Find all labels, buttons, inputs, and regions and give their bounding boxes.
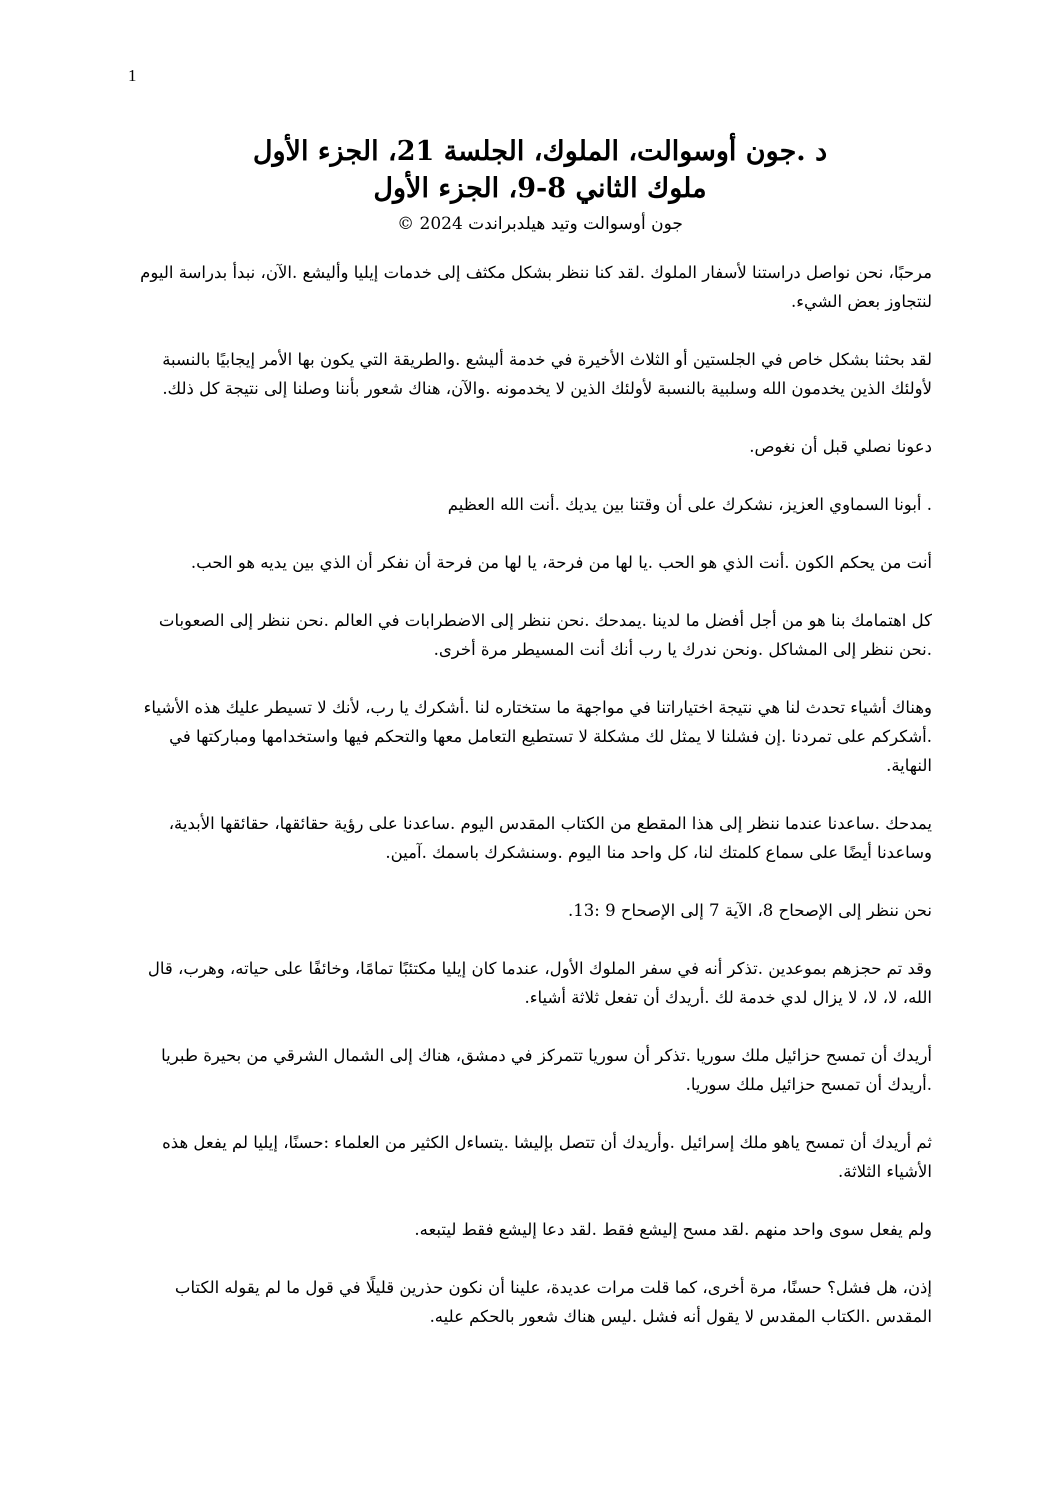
paragraph: نحن ننظر إلى الإصحاح 8، الآية 7 إلى الإصحاح 9 :13. bbox=[568, 901, 932, 920]
paragraph: أنت من يحكم الكون .أنت الذي هو الحب .يا لها من فرحة، يا لها من فرحة أن نفكر أن الذي بين يديه هو الحب. bbox=[190, 553, 932, 572]
paragraph: مرحبًا، نحن نواصل دراستنا لأسفار الملوك .لقد كنا ننظر بشكل مكثف إلى خدمات إيليا وأليشع .الآن، نبدأ بدراسة اليوم لنتجاوز بعض الشيء. bbox=[140, 263, 932, 311]
paragraph: كل اهتمامك بنا هو من أجل أفضل ما لدينا .يمدحك .نحن ننظر إلى الاضطرابات في العالم .نحن ننظر إلى الصعوبات .نحن ننظر إلى المشاكل .ونحن ندرك يا رب أنك أنت المسيطر مرة أخرى. bbox=[158, 611, 932, 659]
paragraph: لقد بحثنا بشكل خاص في الجلستين أو الثلاث الأخيرة في خدمة أليشع .والطريقة التي يكون بها الأمر إيجابيًا بالنسبة لأولئك الذين يخدمون الله وسلبية بالنسبة لأولئك الذين لا يخدمونه .والآن، هناك شعور بأننا وصلنا إلى نتيجة كل ذلك. bbox=[162, 350, 932, 398]
paragraph: ولم يفعل سوى واحد منهم .لقد مسح إليشع فقط .لقد دعا إليشع فقط ليتبعه. bbox=[414, 1220, 932, 1239]
paragraph: ثم أريدك أن تمسح ياهو ملك إسرائيل .وأريدك أن تتصل بإليشا .يتساءل الكثير من العلماء :حسنًا، إيليا لم يفعل هذه الأشياء الثلاثة. bbox=[162, 1133, 932, 1181]
paragraph: وهناك أشياء تحدث لنا هي نتيجة اختياراتنا في مواجهة ما ستختاره لنا .أشكرك يا رب، لأنك لا تسيطر عليك هذه الأشياء .أشكركم على تمردنا .إن فشلنا لا يمثل لك مشكلة لا تستطيع التعامل معها والتحكم فيها واستخدامها ومباركتها في النهاية. bbox=[143, 698, 932, 775]
paragraph: وقد تم حجزهم بموعدين .تذكر أنه في سفر الملوك الأول، عندما كان إيليا مكتئبًا تمامًا، وخائفًا على حياته، وهرب، قال الله، لا، لا، لا يزال لدي خدمة لك .أريدك أن تفعل ثلاثة أشياء. bbox=[147, 959, 932, 1007]
copyright-line: جون أوسوالت وتيد هيلدبراندت 2024 © bbox=[397, 214, 683, 234]
page-number: 1 bbox=[128, 66, 137, 85]
paragraph: إذن، هل فشل؟ حسنًا، مرة أخرى، كما قلت مرات عديدة، علينا أن نكون حذرين قليلًا في قول ما لم يقوله الكتاب المقدس .الكتاب المقدس لا يقول أنه فشل .ليس هناك شعور بالحكم عليه. bbox=[174, 1278, 932, 1326]
document-title: د .جون أوسوالت، الملوك، الجلسة 21، الجزء الأول bbox=[252, 136, 828, 167]
paragraph: دعونا نصلي قبل أن نغوص. bbox=[749, 437, 932, 456]
paragraph: يمدحك .ساعدنا عندما ننظر إلى هذا المقطع من الكتاب المقدس اليوم .ساعدنا على رؤية حقائقها، حقائقها الأبدية، وساعدنا أيضًا على سماع كلمتك لنا، كل واحد منا اليوم .وسنشكرك باسمك .آمين. bbox=[168, 814, 932, 862]
document-subtitle: ملوك الثاني 8-9، الجزء الأول bbox=[373, 173, 707, 204]
document-header bbox=[150, 133, 930, 237]
paragraph: أريدك أن تمسح حزائيل ملك سوريا .تذكر أن سوريا تتمركز في دمشق، هناك إلى الشمال الشرقي من بحيرة طبريا .أريدك أن تمسح حزائيل ملك سوريا. bbox=[161, 1046, 932, 1094]
document-body bbox=[132, 258, 932, 1360]
paragraph: . أبونا السماوي العزيز، نشكرك على أن وقتنا بين يديك .أنت الله العظيم bbox=[447, 495, 932, 514]
